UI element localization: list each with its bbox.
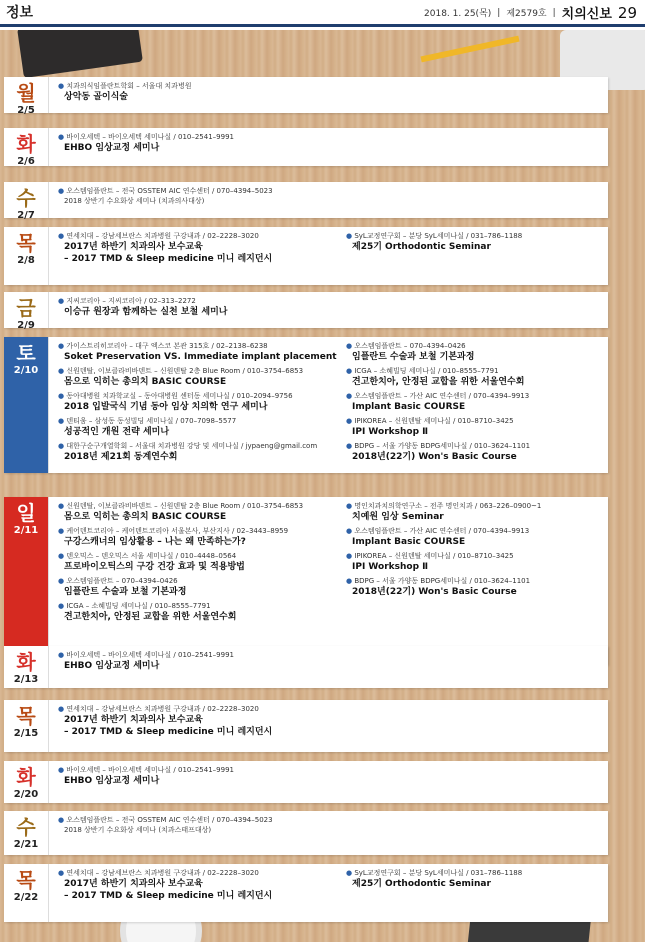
schedule-card — [4, 864, 608, 922]
event-entry[interactable] — [58, 366, 338, 388]
bullet-icon: ● — [346, 577, 355, 585]
event-info — [58, 132, 338, 142]
day-badge — [4, 700, 49, 752]
event-info — [58, 815, 338, 825]
event-title: 견고한치아, 안정된 교합을 위한 서울연수회 — [64, 612, 237, 622]
schedule-card — [4, 128, 608, 166]
bullet-icon: ● — [58, 552, 67, 560]
event-title-line2: – 2017 TMD & Sleep medicine 미니 레지던시 — [64, 254, 273, 264]
bullet-icon: ● — [346, 442, 355, 450]
event-info — [346, 576, 604, 586]
event-title: 임플란트 수술과 보철 기본과정 — [352, 352, 475, 362]
left-column — [58, 704, 338, 741]
event-info — [346, 231, 604, 241]
event-title: Implant Basic COURSE — [352, 402, 466, 412]
event-entry[interactable] — [58, 341, 338, 363]
event-date: 2/7 — [17, 210, 35, 221]
event-entry[interactable] — [346, 391, 604, 413]
left-column — [58, 132, 338, 157]
bullet-icon: ● — [346, 502, 355, 510]
event-title: 2018년(22기) Won's Basic Course — [352, 587, 517, 597]
event-organizer: 오스템임플란트 – 전국 OSSTEM AIC 연수센터 / 070–4394–5023 — [66, 816, 273, 824]
event-title: 구강스캐너의 임상활용 – 나는 왜 만족하는가? — [64, 537, 246, 547]
event-info — [58, 501, 338, 511]
event-entry[interactable] — [346, 341, 604, 363]
event-title: 치예원 임상 Seminar — [352, 512, 444, 522]
day-badge — [4, 864, 49, 922]
event-entry[interactable] — [346, 551, 604, 573]
event-info — [58, 650, 338, 660]
left-column — [58, 815, 338, 838]
event-title: IPI Workshop Ⅱ — [352, 427, 429, 437]
event-info — [58, 81, 338, 91]
schedule-card — [4, 700, 608, 752]
day-badge — [4, 77, 49, 116]
bullet-icon: ● — [58, 602, 67, 610]
right-column — [346, 341, 604, 466]
bullet-icon: ● — [346, 527, 355, 535]
event-organizer: 오스템임플란트 – 가산 AIC 연수센터 / 070–4394–9913 — [354, 527, 530, 535]
event-organizer: 오스템임플란트 – 070–4394–0426 — [354, 342, 466, 350]
event-entry[interactable] — [58, 551, 338, 573]
event-title-line2: – 2017 TMD & Sleep medicine 미니 레지던시 — [64, 891, 273, 901]
event-date: 2/11 — [13, 525, 39, 536]
day-badge — [4, 337, 49, 473]
right-column — [346, 501, 604, 601]
day-of-week: 목 — [16, 231, 36, 255]
event-organizer: SyL교정연구회 – 분당 SyL세미나실 / 031–786–1188 — [354, 232, 523, 240]
event-organizer: 연세치대 – 강남세브란스 치과병원 구강내과 / 02–2228–3020 — [66, 869, 259, 877]
event-entry[interactable] — [58, 231, 338, 265]
schedule-card — [4, 77, 608, 116]
bullet-icon: ● — [58, 442, 67, 450]
event-organizer: 오스템임플란트 – 전국 OSSTEM AIC 연수센터 / 070–4394–5023 — [66, 187, 273, 195]
event-date: 2/15 — [13, 728, 39, 739]
bullet-icon: ● — [58, 417, 67, 425]
day-of-week: 금 — [16, 296, 36, 320]
event-info — [58, 441, 338, 451]
schedule-card — [4, 337, 608, 473]
bullet-icon: ● — [58, 133, 67, 141]
event-organizer: 덴티움 – 삼성동 동성빌딩 세미나실 / 070–7098–5577 — [66, 417, 237, 425]
bullet-icon: ● — [58, 342, 67, 350]
left-column — [58, 186, 338, 209]
event-info — [58, 765, 338, 775]
schedule-card — [4, 811, 608, 855]
event-organizer: 오스템임플란트 – 가산 AIC 연수센터 / 070–4394–9913 — [354, 392, 530, 400]
bullet-icon: ● — [58, 577, 67, 585]
bullet-icon: ● — [346, 552, 355, 560]
event-info — [58, 231, 338, 241]
event-title: 2017년 하반기 치과의사 보수교육 — [64, 879, 203, 889]
event-info — [58, 526, 338, 536]
event-title: 몸으로 익히는 총의치 BASIC COURSE — [64, 377, 227, 387]
event-entry[interactable] — [346, 576, 604, 598]
bullet-icon: ● — [346, 869, 355, 877]
bullet-icon: ● — [58, 816, 67, 824]
event-organizer: IPIKOREA – 신원덴탈 세미나실 / 010–8710–3425 — [354, 417, 514, 425]
event-info — [58, 576, 338, 586]
event-title: 상악동 골이식술 — [64, 92, 128, 102]
right-column — [346, 868, 604, 893]
event-organizer: 치과의식임플란트학회 – 서울대 치과병원 — [66, 82, 192, 90]
event-date: 2/20 — [13, 789, 39, 800]
event-entry[interactable] — [346, 501, 604, 523]
event-entry[interactable] — [346, 416, 604, 438]
event-title: Soket Preservation VS. Immediate implant placement — [64, 352, 337, 362]
left-column — [58, 231, 338, 268]
event-info — [58, 551, 338, 561]
section-title: 정보 — [6, 5, 34, 21]
event-date: 2/22 — [13, 892, 39, 903]
bullet-icon: ● — [58, 705, 67, 713]
pencil-image — [420, 36, 519, 63]
event-organizer: 신원덴탈, 이보클라비바덴트 – 신원덴탈 2층 Blue Room / 010–3754–6853 — [66, 502, 304, 510]
event-organizer: 동아대병원 치과학교실 – 동아대병원 센터동 세미나실 / 010–2094–9756 — [66, 392, 293, 400]
bullet-icon: ● — [58, 392, 67, 400]
event-info — [58, 601, 338, 611]
event-title: IPI Workshop Ⅱ — [352, 562, 429, 572]
event-entry[interactable] — [58, 81, 338, 103]
day-badge — [4, 761, 49, 803]
day-of-week: 수 — [16, 186, 36, 210]
event-info — [346, 501, 604, 511]
day-badge — [4, 227, 49, 285]
left-column — [58, 81, 338, 106]
bullet-icon: ● — [346, 232, 355, 240]
event-organizer: BDPG – 서울 가양동 BDPG세미나실 / 010–3624–1101 — [354, 442, 531, 450]
event-entry[interactable] — [58, 416, 338, 438]
event-subtitle: 2018 상반기 수요화상 세미나 (치과스태프대상) — [64, 826, 212, 834]
day-of-week: 토 — [16, 341, 36, 365]
paper-name: 치의신보 — [561, 7, 612, 22]
issue-number: 제2579호 — [506, 9, 547, 19]
day-of-week: 화 — [16, 132, 36, 156]
event-entry[interactable] — [58, 296, 338, 318]
event-entry[interactable] — [58, 391, 338, 413]
event-date: 2/21 — [13, 839, 39, 850]
left-column — [58, 501, 338, 626]
left-column — [58, 341, 338, 466]
left-column — [58, 868, 338, 905]
event-title: 견고한치아, 안정된 교합을 위한 서울연수회 — [352, 377, 525, 387]
left-column — [58, 650, 338, 675]
day-of-week: 목 — [16, 868, 36, 892]
day-badge — [4, 811, 49, 855]
day-of-week: 월 — [16, 81, 36, 105]
event-title: 프로바이오틱스의 구강 건강 효과 및 적용방법 — [64, 562, 245, 572]
event-organizer: ICGA – 소혜빌딩 세미나실 / 010–8555–7791 — [66, 602, 211, 610]
event-entry[interactable] — [58, 526, 338, 548]
schedule-board — [0, 30, 645, 942]
issue-date: 2018. 1. 25(목) — [424, 9, 492, 19]
event-organizer: SyL교정연구회 – 분당 SyL세미나실 / 031–786–1188 — [354, 869, 523, 877]
event-entry[interactable] — [58, 815, 338, 835]
event-info — [58, 391, 338, 401]
bullet-icon: ● — [346, 342, 355, 350]
event-info — [346, 868, 604, 878]
right-column — [346, 231, 604, 256]
event-info — [58, 868, 338, 878]
left-column — [58, 296, 338, 321]
event-entry[interactable] — [346, 526, 604, 548]
event-date: 2/8 — [17, 255, 35, 266]
event-info — [58, 704, 338, 714]
event-organizer: 대한구순구개열학회 – 서울대 치과병원 강당 및 세미나실 / jypaeng@gmail.com — [66, 442, 318, 450]
event-organizer: BDPG – 서울 가양동 BDPG세미나실 / 010–3624–1101 — [354, 577, 531, 585]
event-organizer: 케어덴트코리아 – 케어덴트코리아 서울본사, 부산지사 / 02–3443–8959 — [66, 527, 289, 535]
event-title: 2017년 하반기 치과의사 보수교육 — [64, 242, 203, 252]
event-info — [346, 551, 604, 561]
day-badge — [4, 292, 49, 331]
event-title: 이승규 원장과 함께하는 실천 보철 세미나 — [64, 307, 228, 317]
bullet-icon: ● — [346, 417, 355, 425]
event-info — [58, 341, 338, 351]
event-title: 임플란트 수술과 보철 기본과정 — [64, 587, 187, 597]
bullet-icon: ● — [346, 367, 355, 375]
schedule-card — [4, 227, 608, 285]
event-entry[interactable] — [58, 765, 338, 787]
event-title: EHBO 임상교정 세미나 — [64, 776, 160, 786]
event-date: 2/5 — [17, 105, 35, 116]
bullet-icon: ● — [58, 651, 67, 659]
event-entry[interactable] — [58, 650, 338, 672]
event-title: 성공적인 개원 전략 세미나 — [64, 427, 170, 437]
event-organizer: 바이오세텍 – 바이오세텍 세미나실 / 010–2541–9991 — [66, 651, 234, 659]
bullet-icon: ● — [58, 766, 67, 774]
bullet-icon: ● — [58, 367, 67, 375]
notebook-image — [17, 30, 143, 78]
day-badge — [4, 497, 49, 665]
event-title: EHBO 임상교정 세미나 — [64, 661, 160, 671]
event-date: 2/13 — [13, 674, 39, 685]
schedule-card — [4, 292, 608, 331]
event-entry[interactable] — [346, 868, 604, 890]
bullet-icon: ● — [58, 187, 67, 195]
schedule-card — [4, 646, 608, 688]
event-organizer: ICGA – 소혜빌딩 세미나실 / 010–8555–7791 — [354, 367, 499, 375]
event-title: 제25기 Orthodontic Seminar — [352, 242, 491, 252]
day-badge — [4, 182, 49, 221]
event-entry[interactable] — [58, 186, 338, 206]
event-title: 2017년 하반기 치과의사 보수교육 — [64, 715, 203, 725]
day-of-week: 일 — [16, 501, 36, 525]
event-entry[interactable] — [346, 366, 604, 388]
event-info — [346, 391, 604, 401]
event-title: EHBO 임상교정 세미나 — [64, 143, 160, 153]
event-organizer: 오스템임플란트 – 070–4394–0426 — [66, 577, 178, 585]
event-info — [58, 296, 338, 306]
event-entry[interactable] — [58, 704, 338, 738]
bullet-icon: ● — [58, 82, 67, 90]
issue-meta — [424, 3, 637, 22]
day-of-week: 수 — [16, 815, 36, 839]
page-number: 29 — [617, 3, 637, 22]
event-date: 2/9 — [17, 320, 35, 331]
schedule-card — [4, 497, 608, 665]
event-date: 2/10 — [13, 365, 39, 376]
event-info — [346, 526, 604, 536]
bullet-icon: ● — [58, 297, 67, 305]
event-title: Implant Basic COURSE — [352, 537, 466, 547]
schedule-card — [4, 761, 608, 803]
bullet-icon: ● — [346, 392, 355, 400]
event-entry[interactable] — [58, 601, 338, 623]
event-organizer: 연세치대 – 강남세브란스 치과병원 구강내과 / 02–2228–3020 — [66, 232, 259, 240]
event-title: 2018년 제21회 동계연수회 — [64, 452, 178, 462]
divider: | — [497, 7, 501, 18]
schedule-card — [4, 182, 608, 221]
event-info — [346, 341, 604, 351]
divider: | — [552, 7, 556, 18]
event-organizer: 명인치과치의학연구소 – 전주 명인치과 / 063–226–0900~1 — [354, 502, 542, 510]
day-badge — [4, 646, 49, 688]
event-organizer: IPIKOREA – 신원덴탈 세미나실 / 010–8710–3425 — [354, 552, 514, 560]
event-info — [346, 366, 604, 376]
bullet-icon: ● — [58, 502, 67, 510]
event-organizer: 바이오세텍 – 바이오세텍 세미나실 / 010–2541–9991 — [66, 766, 234, 774]
event-entry[interactable] — [346, 441, 604, 463]
event-organizer: 덴오믹스 – 덴오믹스 서울 세미나실 / 010–4448–0564 — [66, 552, 237, 560]
bullet-icon: ● — [58, 869, 67, 877]
event-organizer: 바이오세텍 – 바이오세텍 세미나실 / 010–2541–9991 — [66, 133, 234, 141]
event-info — [346, 416, 604, 426]
event-entry[interactable] — [58, 576, 338, 598]
left-column — [58, 765, 338, 790]
day-of-week: 화 — [16, 765, 36, 789]
event-info — [58, 416, 338, 426]
event-entry[interactable] — [346, 231, 604, 253]
event-date: 2/6 — [17, 156, 35, 167]
event-entry[interactable] — [58, 868, 338, 902]
bullet-icon: ● — [58, 527, 67, 535]
event-title: 몸으로 익히는 총의치 BASIC COURSE — [64, 512, 227, 522]
event-info — [58, 186, 338, 196]
event-entry[interactable] — [58, 132, 338, 154]
event-info — [58, 366, 338, 376]
bullet-icon: ● — [58, 232, 67, 240]
event-title: 제25기 Orthodontic Seminar — [352, 879, 491, 889]
day-of-week: 목 — [16, 704, 36, 728]
page-header — [0, 0, 645, 27]
event-title: 2018 입발국식 기념 동아 임상 치의학 연구 세미나 — [64, 402, 268, 412]
event-entry[interactable] — [58, 501, 338, 523]
event-entry[interactable] — [58, 441, 338, 463]
day-badge — [4, 128, 49, 166]
day-of-week: 화 — [16, 650, 36, 674]
event-organizer: 신원덴탈, 이보클라비바덴트 – 신원덴탈 2층 Blue Room / 010–3754–6853 — [66, 367, 304, 375]
event-organizer: 지씨코리아 – 지씨코리아 / 02–313–2272 — [66, 297, 196, 305]
event-organizer: 연세치대 – 강남세브란스 치과병원 구강내과 / 02–2228–3020 — [66, 705, 259, 713]
event-info — [346, 441, 604, 451]
event-organizer: 가이스트리히코리아 – 대구 엑스코 본관 315호 / 02–2138–6238 — [66, 342, 268, 350]
event-title-line2: – 2017 TMD & Sleep medicine 미니 레지던시 — [64, 727, 273, 737]
event-title: 2018년(22기) Won's Basic Course — [352, 452, 517, 462]
event-subtitle: 2018 상반기 수요화상 세미나 (치과의사대상) — [64, 197, 205, 205]
